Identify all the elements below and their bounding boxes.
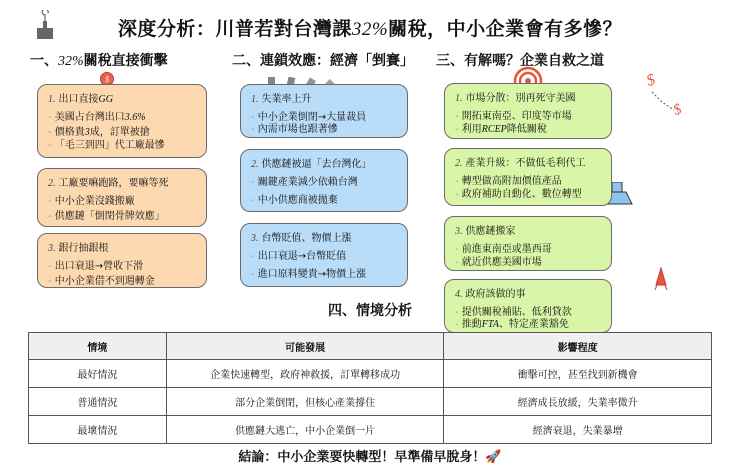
header-scenario: 情境 [29, 333, 167, 360]
card-heading: 1. 出口直接GG [48, 94, 113, 105]
cell-development: 供應鏈大逃亡，中小企業倒一片 [166, 416, 444, 444]
card-heading: 2. 工廠要嘛跑路，要嘛等死 [48, 178, 169, 189]
chain-effect-card-3 [240, 223, 408, 287]
card-item: - 供應鏈「倒閉骨牌效應」 [48, 209, 206, 224]
scenario-table [28, 332, 712, 444]
card-item: - 美國占台灣出口3.6% [48, 110, 206, 125]
page-title: 深度分析：川普若對台灣課32%關稅，中小企業會有多慘？ [117, 18, 623, 40]
cell-impact: 衝擊可控，甚至找到新機會 [444, 360, 712, 388]
card-item: - 中小企業沒錢搬廠 [48, 194, 206, 209]
table-row [29, 360, 712, 388]
card-item: - 進口原料變貴→物價上漲 [251, 267, 407, 282]
solution-card-4 [444, 279, 612, 333]
card-item: - 推動FTA、特定產業豁免 [455, 317, 611, 332]
header-development: 可能發展 [166, 333, 444, 360]
section-heading-three: 三、有解嗎？企業自救之道 [436, 53, 604, 69]
card-heading: 1. 失業率上升 [251, 94, 312, 105]
card-item: - 開拓東南亞、印度等市場 [455, 109, 611, 124]
card-item: - 中小企業借不到週轉金 [48, 274, 206, 289]
cell-development: 企業快速轉型，政府神救援，訂單轉移成功 [166, 360, 444, 388]
card-heading: 3. 台幣貶值、物價上漲 [251, 233, 352, 244]
cell-scenario: 最好情況 [29, 360, 167, 388]
solution-card-2 [444, 148, 612, 206]
card-item: - 利用RCEP降低關稅 [455, 122, 611, 137]
dollar-sign-icon: $ [671, 101, 684, 119]
card-item: - 內需市場也跟著慘 [251, 122, 407, 137]
impact-card-2 [37, 168, 207, 227]
card-heading: 4. 政府該做的事 [455, 289, 526, 300]
table-row [29, 388, 712, 416]
card-item: - 前進東南亞或墨西哥 [455, 242, 611, 257]
impact-card-1 [37, 84, 207, 158]
cell-development: 部分企業倒閉，但核心產業撐住 [166, 388, 444, 416]
card-item: - 提供關稅補貼、低利貸款 [455, 305, 611, 320]
card-heading: 2. 產業升級：不做低毛利代工 [455, 158, 586, 169]
card-heading: 3. 供應鏈搬家 [455, 226, 516, 237]
card-item: - 關鍵產業減少依賴台灣 [251, 175, 407, 190]
card-item: - 轉型做高附加價值產品 [455, 174, 611, 189]
chain-effect-card-1 [240, 84, 408, 138]
section-heading-four: 四、情境分析 [328, 303, 412, 319]
solution-card-1 [444, 83, 612, 139]
dollar-sign-icon: $ [644, 71, 658, 90]
card-item: - 出口衰退→營收下滑 [48, 259, 206, 274]
solution-card-3 [444, 216, 612, 271]
cell-scenario: 最壞情況 [29, 416, 167, 444]
card-item: - 政府補助自動化、數位轉型 [455, 187, 611, 202]
impact-card-3 [37, 233, 207, 288]
card-item: - 中小企業倒閉→大量裁員 [251, 110, 407, 125]
cell-scenario: 普通情況 [29, 388, 167, 416]
card-item: - 出口衰退→台幣貶值 [251, 249, 407, 264]
conclusion: 結論：中小企業要快轉型！早準備早脫身！🚀 [238, 450, 502, 463]
rocket-icon: 🚀 [485, 450, 502, 463]
table-row [29, 416, 712, 444]
card-item: - 價格貴3成，訂單被搶 [48, 125, 206, 140]
rocket-icon [654, 267, 668, 291]
cell-impact: 經濟成長放緩，失業率微升 [444, 388, 712, 416]
coin-icon: $ [100, 72, 114, 86]
card-heading: 3. 銀行抽銀根 [48, 243, 109, 254]
cell-impact: 經濟衰退，失業暴增 [444, 416, 712, 444]
table-header-row [29, 333, 712, 360]
card-item: - 就近供應美國市場 [455, 255, 611, 270]
header-impact: 影響程度 [444, 333, 712, 360]
card-item: - 「毛三到四」代工廠最慘 [48, 138, 206, 153]
section-heading-one: 一、32%關稅直接衝擊 [30, 53, 168, 69]
section-heading-two: 二、連鎖效應：經濟「剉賽」 [232, 53, 414, 69]
chain-effect-card-2 [240, 149, 408, 212]
card-item: - 中小供應商被拋棄 [251, 193, 407, 208]
card-heading: 2. 供應鏈被逼「去台灣化」 [251, 159, 372, 170]
card-heading: 1. 市場分散：別再死守美國 [455, 93, 576, 104]
